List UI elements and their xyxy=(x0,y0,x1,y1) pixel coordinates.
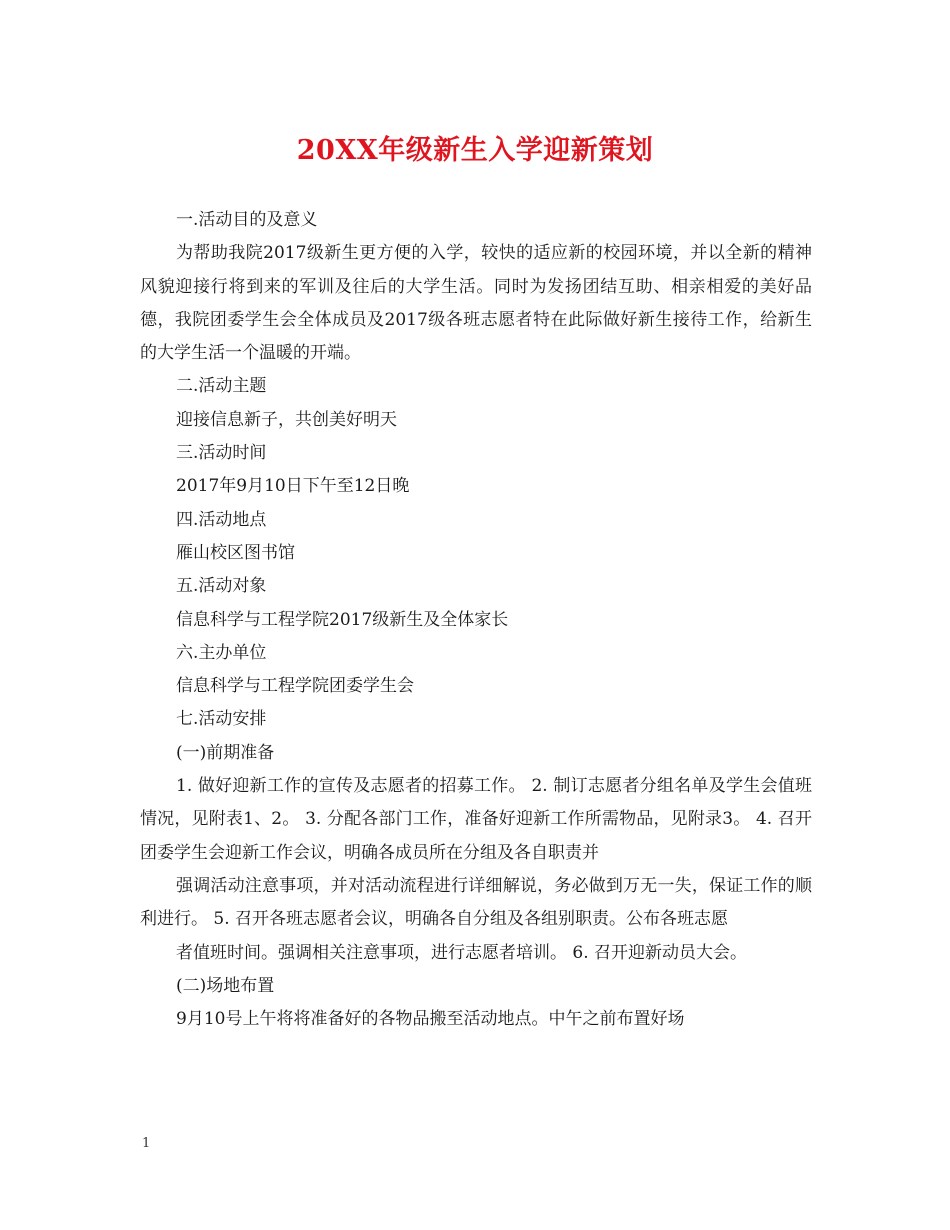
section-heading-audience: 五.活动对象 xyxy=(176,576,267,597)
paragraph-venue: 9月10号上午将将准备好的各物品搬至活动地点。中午之前布置好场 xyxy=(176,1009,685,1030)
section-heading-time: 三.活动时间 xyxy=(176,443,267,464)
section-heading-location: 四.活动地点 xyxy=(176,509,267,530)
paragraph-purpose: 为帮助我院2017级新生更方便的入学，较快的适应新的校园环境，并以全新的精神风貌迎接行将到来的军训及往后的大学生活。同时为发扬团结互助、相亲相爱的美好品德，我院团委学生会全体成员及2017级各班志愿者特在此际做好新生接待工作，给新生的大学生活一个温暖的开端。 xyxy=(140,243,812,364)
section-heading-organizer: 六.主办单位 xyxy=(176,642,267,663)
section-heading-purpose: 一.活动目的及意义 xyxy=(176,210,318,230)
paragraph-organizer: 信息科学与工程学院团委学生会 xyxy=(176,676,414,697)
paragraph-location: 雁山校区图书馆 xyxy=(176,542,295,563)
document-title: 20XX年级新生入学迎新策划 xyxy=(296,135,654,166)
section-heading-arrangement: 七.活动安排 xyxy=(176,709,267,730)
paragraph-audience: 信息科学与工程学院2017级新生及全体家长 xyxy=(176,609,509,630)
paragraph-time: 2017年9月10日下午至12日晚 xyxy=(176,476,410,497)
paragraph-preparation-1: 1. 做好迎新工作的宣传及志愿者的招募工作。 2. 制订志愿者分组名单及学生会值班情况，见附表1、2。 3. 分配各部门工作，准备好迎新工作所需物品，见附录3。 4. 召开团委学生会迎新工作会议，明确各成员所在分组及各自职责并 xyxy=(140,776,812,863)
paragraph-preparation-2: 强调活动注意事项，并对活动流程进行详细解说，务必做到万无一失，保证工作的顺利进行。 5. 召开各班志愿者会议，明确各自分组及各组别职责。公布各班志愿 xyxy=(140,875,812,930)
page-number: 1 xyxy=(142,1136,151,1151)
section-heading-theme: 二.活动主题 xyxy=(176,376,267,397)
subsection-heading-preparation: (一)前期准备 xyxy=(176,742,275,763)
paragraph-theme: 迎接信息新子，共创美好明天 xyxy=(176,409,397,430)
paragraph-preparation-3: 者值班时间。强调相关注意事项，进行志愿者培训。 6. 召开迎新动员大会。 xyxy=(176,942,748,963)
subsection-heading-venue: (二)场地布置 xyxy=(176,975,275,996)
document-body xyxy=(140,204,812,1036)
